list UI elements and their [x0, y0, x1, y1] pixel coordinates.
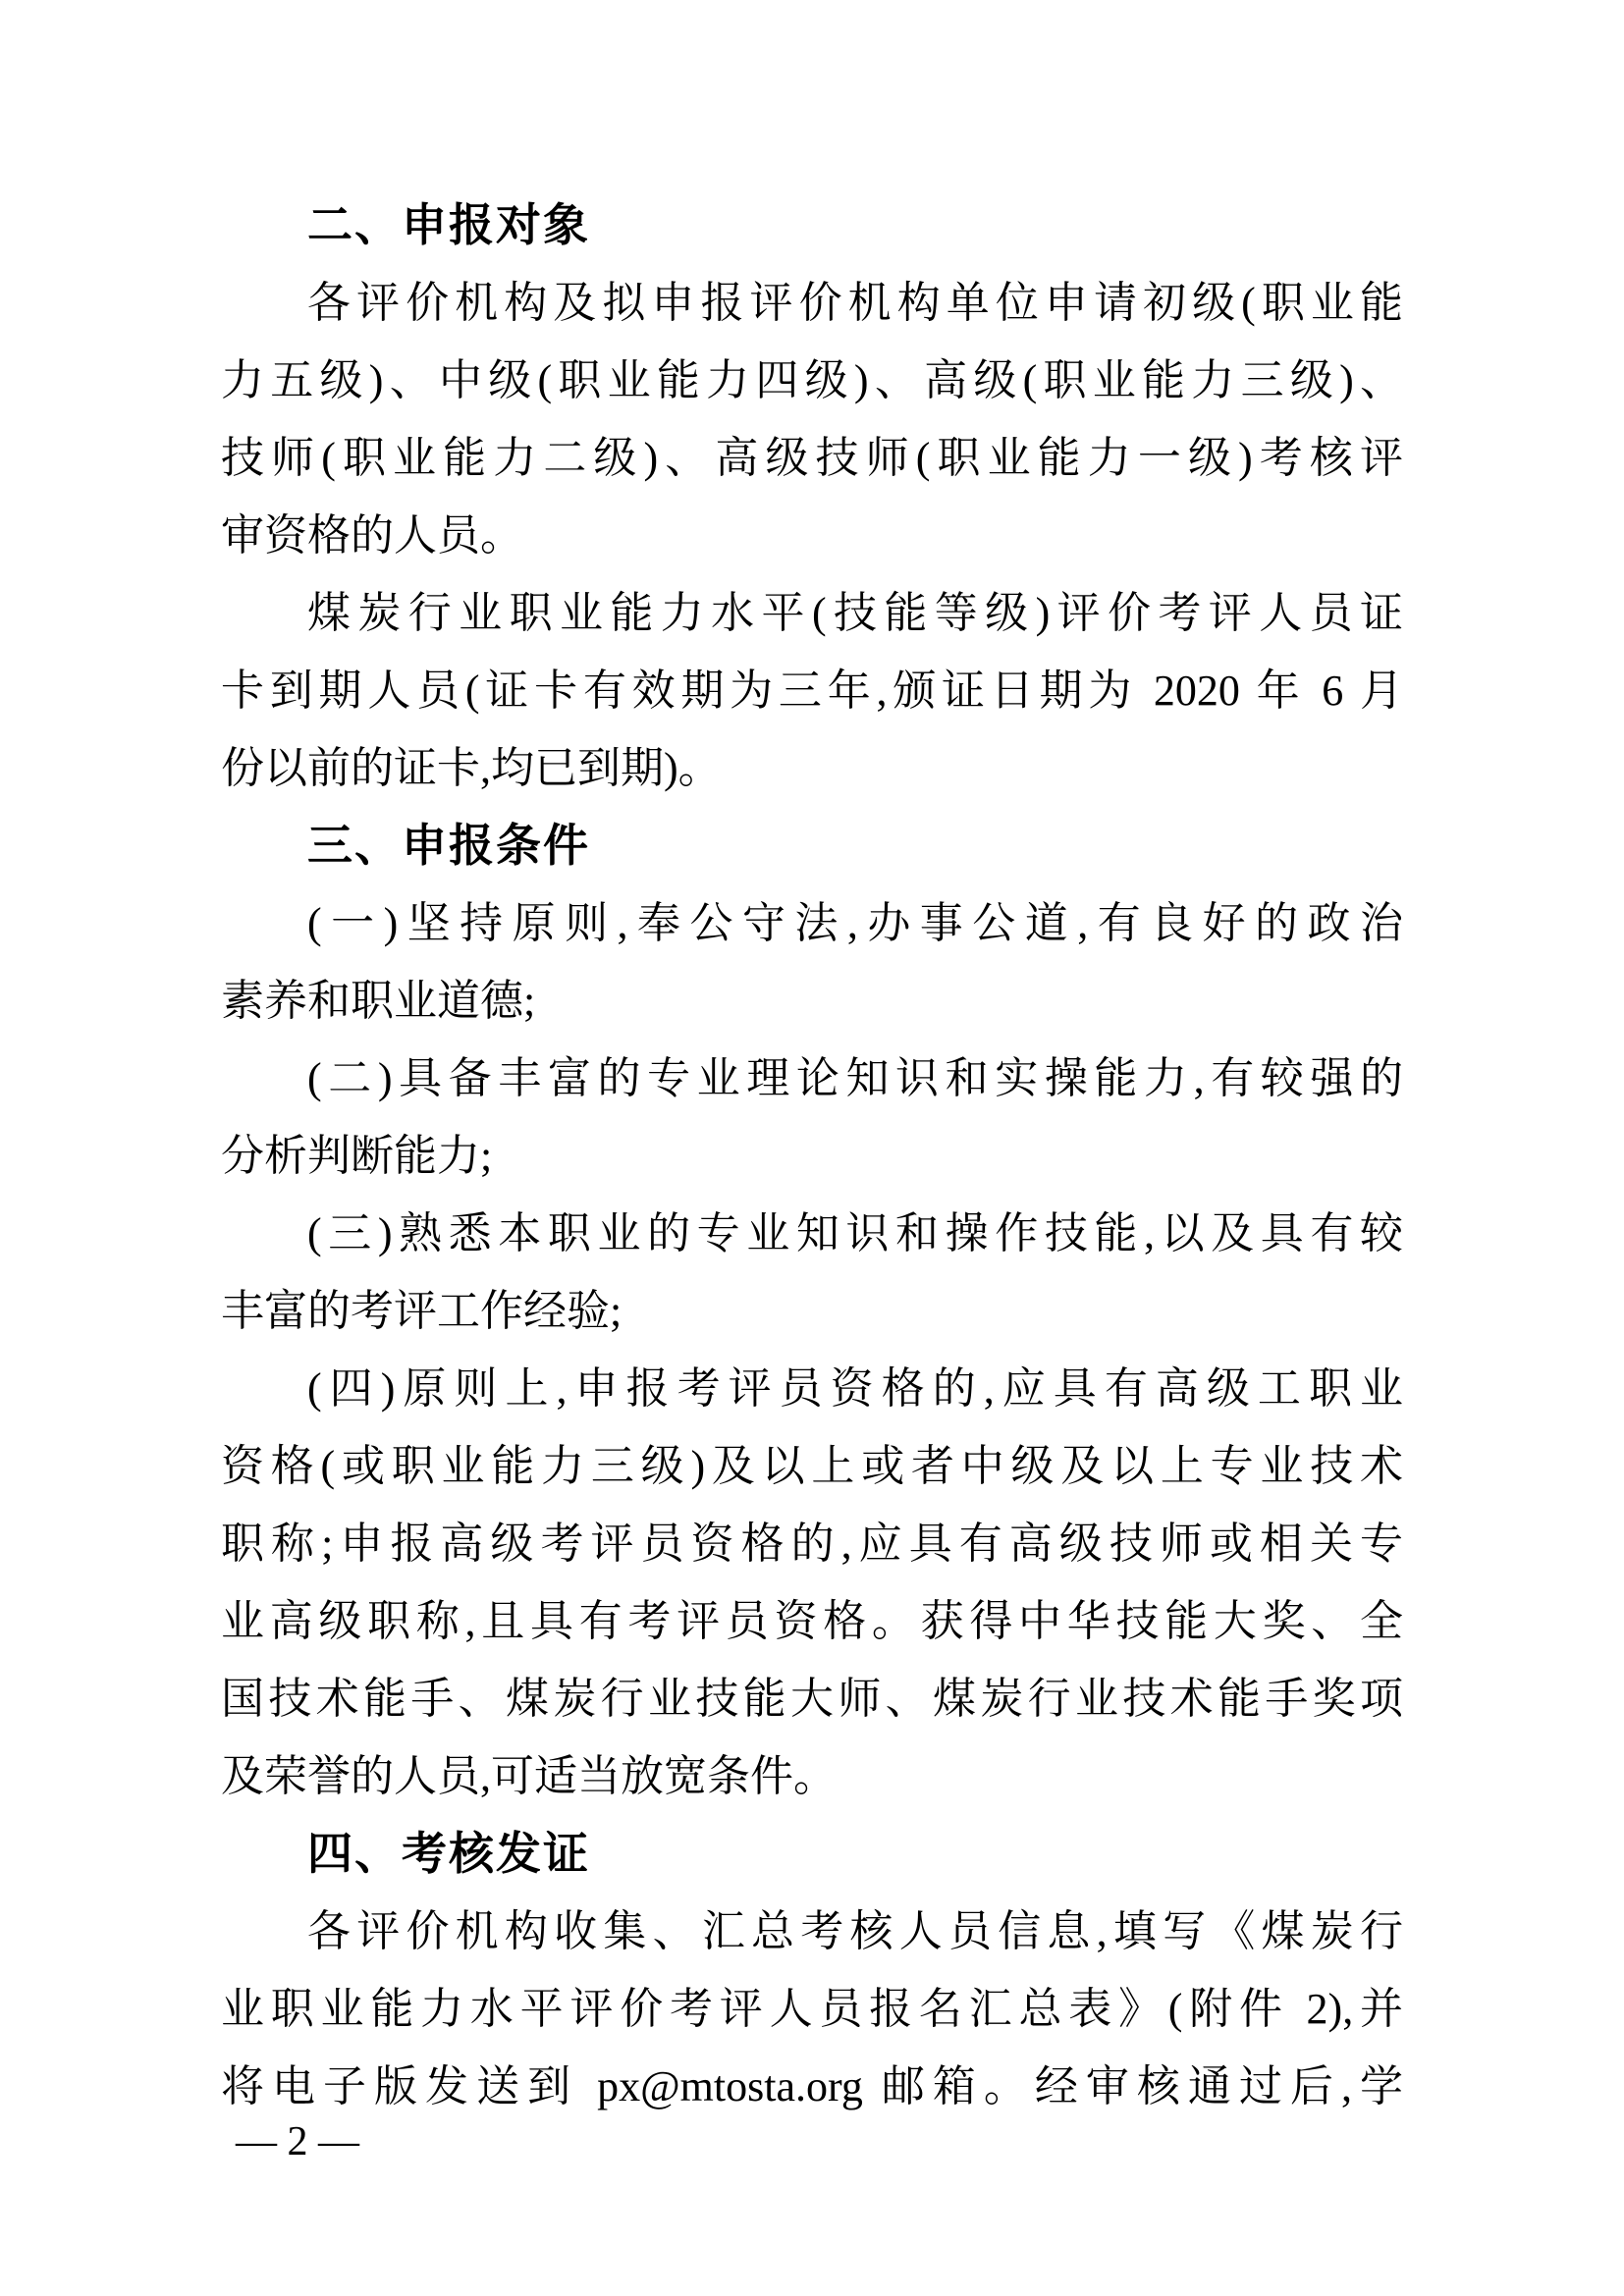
paragraph-line: (二)具备丰富的专业理论知识和实操能力,有较强的	[307, 1054, 1403, 1102]
paragraph-line: 将电子版发送到 px@mtosta.org 邮箱。经审核通过后,学	[221, 2062, 1403, 2110]
paragraph-line: 煤炭行业职业能力水平(技能等级)评价考评人员证	[307, 589, 1403, 637]
paragraph-line: (四)原则上,申报考评员资格的,应具有高级工职业	[307, 1364, 1403, 1413]
paragraph-line: 业职业能力水平评价考评人员报名汇总表》(附件 2),并	[221, 1985, 1403, 2033]
paragraph-line: 份以前的证卡,均已到期)。	[221, 744, 722, 792]
section-heading-application-targets: 二、申报对象	[307, 199, 590, 250]
paragraph-line: 业高级职称,且具有考评员资格。获得中华技能大奖、全	[221, 1597, 1403, 1645]
paragraph-line: 分析判断能力;	[221, 1132, 493, 1180]
paragraph-line: 卡到期人员(证卡有效期为三年,颁证日期为 2020 年 6 月	[221, 667, 1403, 715]
paragraph-line: 资格(或职业能力三级)及以上或者中级及以上专业技术	[221, 1442, 1403, 1490]
paragraph-line: 技师(职业能力二级)、高级技师(职业能力一级)考核评	[221, 434, 1403, 482]
paragraph-line: 丰富的考评工作经验;	[221, 1287, 623, 1335]
section-heading-application-conditions: 三、申报条件	[307, 820, 590, 871]
paragraph-line: 素养和职业道德;	[221, 977, 536, 1025]
paragraph-line: (三)熟悉本职业的专业知识和操作技能,以及具有较	[307, 1209, 1403, 1257]
paragraph-line: 各评价机构及拟申报评价机构单位申请初级(职业能	[307, 279, 1403, 327]
document-body	[221, 187, 1403, 2125]
paragraph-line: 及荣誉的人员,可适当放宽条件。	[221, 1752, 837, 1800]
section-heading-assessment-certification: 四、考核发证	[307, 1828, 590, 1879]
paragraph-line: 审资格的人员。	[221, 511, 523, 560]
paragraph-line: (一)坚持原则,奉公守法,办事公道,有良好的政治	[307, 899, 1403, 947]
paragraph-line: 国技术能手、煤炭行业技能大师、煤炭行业技术能手奖项	[221, 1675, 1403, 1723]
paragraph-line: 职称;申报高级考评员资格的,应具有高级技师或相关专	[221, 1520, 1403, 1568]
paragraph-line: 各评价机构收集、汇总考核人员信息,填写《煤炭行	[307, 1907, 1403, 1955]
paragraph-line: 力五级)、中级(职业能力四级)、高级(职业能力三级)、	[221, 356, 1403, 404]
page-number: — 2 —	[236, 2119, 359, 2164]
